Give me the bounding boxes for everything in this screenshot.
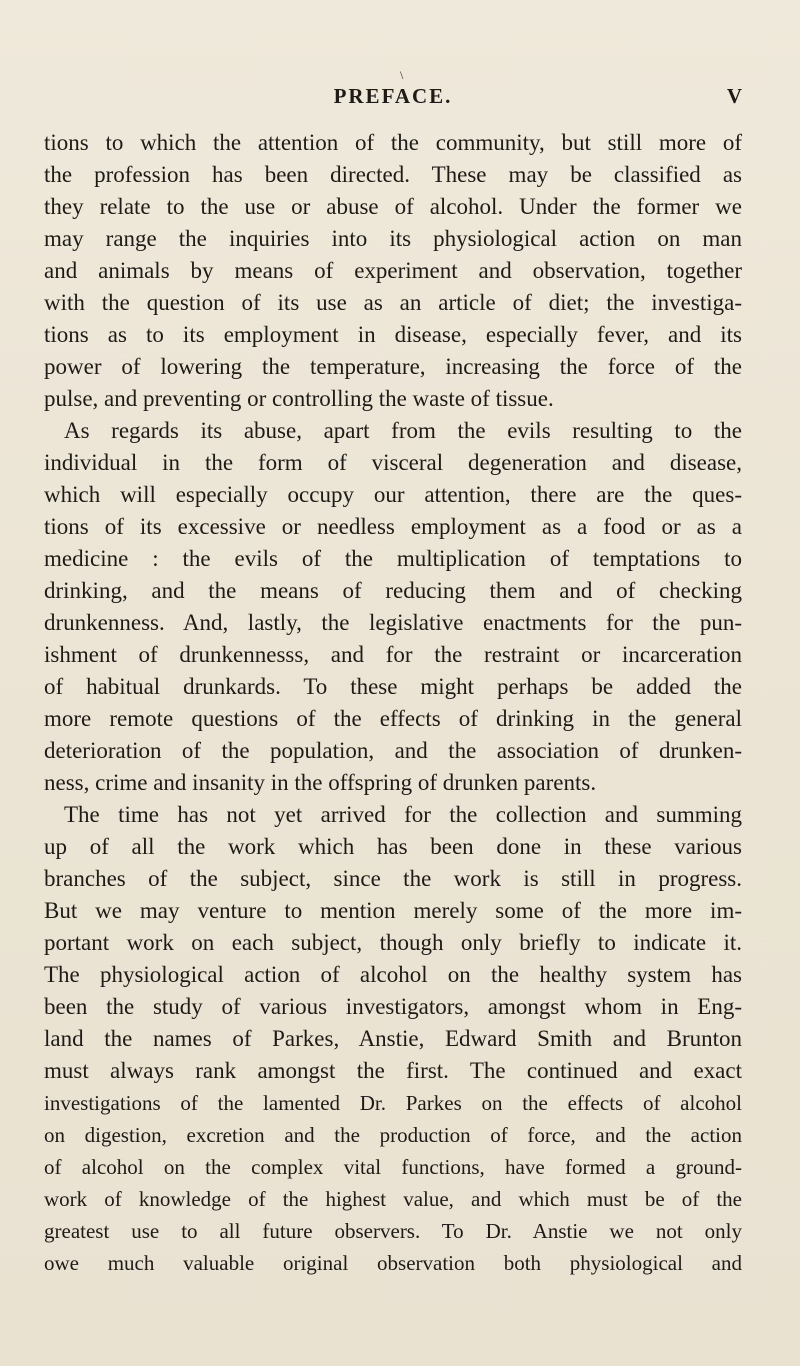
text-line: tions of its excessive or needless employment as a food or as a <box>44 514 742 539</box>
text-line: must always rank amongst the first. The continued and exact <box>44 1058 742 1083</box>
text-line: The physiological action of alcohol on the healthy system has <box>44 962 742 987</box>
text-line: and animals by means of experiment and observation, together <box>44 258 742 283</box>
text-line: medicine : the evils of the multiplication of temptations to <box>44 546 742 571</box>
text-line: on digestion, excretion and the production of force, and the action <box>44 1123 742 1147</box>
text-line: with the question of its use as an article of diet; the investiga- <box>44 290 742 315</box>
text-line: ness, crime and insanity in the offspring of drunken parents. <box>44 770 597 795</box>
text-line: been the study of various investigators, amongst whom in Eng- <box>44 994 742 1019</box>
text-line: tions to which the attention of the community, but still more of <box>44 130 742 155</box>
body-text <box>44 127 742 1279</box>
text-line: tions as to its employment in disease, especially fever, and its <box>44 322 742 347</box>
text-line: individual in the form of visceral degeneration and disease, <box>44 450 742 475</box>
text-line: drinking, and the means of reducing them and of checking <box>44 578 742 603</box>
text-line: As regards its abuse, apart from the evils resulting to the <box>64 418 742 443</box>
header-ornament: \ <box>400 68 404 82</box>
text-line: they relate to the use or abuse of alcohol. Under the former we <box>44 194 742 219</box>
text-line: land the names of Parkes, Anstie, Edward Smith and Brunton <box>44 1026 742 1051</box>
text-line: deterioration of the population, and the association of drunken- <box>44 738 742 763</box>
text-line: of habitual drunkards. To these might perhaps be added the <box>44 674 742 699</box>
text-line: more remote questions of the effects of drinking in the general <box>44 706 742 731</box>
text-line: the profession has been directed. These may be classified as <box>44 162 742 187</box>
text-line: owe much valuable original observation both physiological and <box>44 1251 742 1275</box>
text-line: greatest use to all future observers. To Dr. Anstie we not only <box>44 1219 742 1243</box>
text-line: power of lowering the temperature, increasing the force of the <box>44 354 742 379</box>
text-line: portant work on each subject, though only briefly to indicate it. <box>44 930 742 955</box>
page-title: PREFACE. <box>333 84 453 108</box>
text-line: which will especially occupy our attention, there are the ques- <box>44 482 742 507</box>
text-line: pulse, and preventing or controlling the waste of tissue. <box>44 386 554 411</box>
text-line: But we may venture to mention merely some of the more im- <box>44 898 742 923</box>
text-line: The time has not yet arrived for the collection and summing <box>64 802 742 827</box>
text-line: may range the inquiries into its physiological action on man <box>44 226 742 251</box>
text-line: drunkenness. And, lastly, the legislative enactments for the pun- <box>44 610 742 635</box>
running-head <box>44 68 742 112</box>
text-line: up of all the work which has been done in these various <box>44 834 742 859</box>
text-line: work of knowledge of the highest value, and which must be of the <box>44 1187 742 1211</box>
text-line: investigations of the lamented Dr. Parkes on the effects of alcohol <box>44 1091 742 1115</box>
text-line: branches of the subject, since the work is still in progress. <box>44 866 742 891</box>
text-line: ishment of drunkennesss, and for the restraint or incarceration <box>44 642 742 667</box>
text-line: of alcohol on the complex vital functions, have formed a ground- <box>44 1155 742 1179</box>
page-number: V <box>726 84 742 108</box>
